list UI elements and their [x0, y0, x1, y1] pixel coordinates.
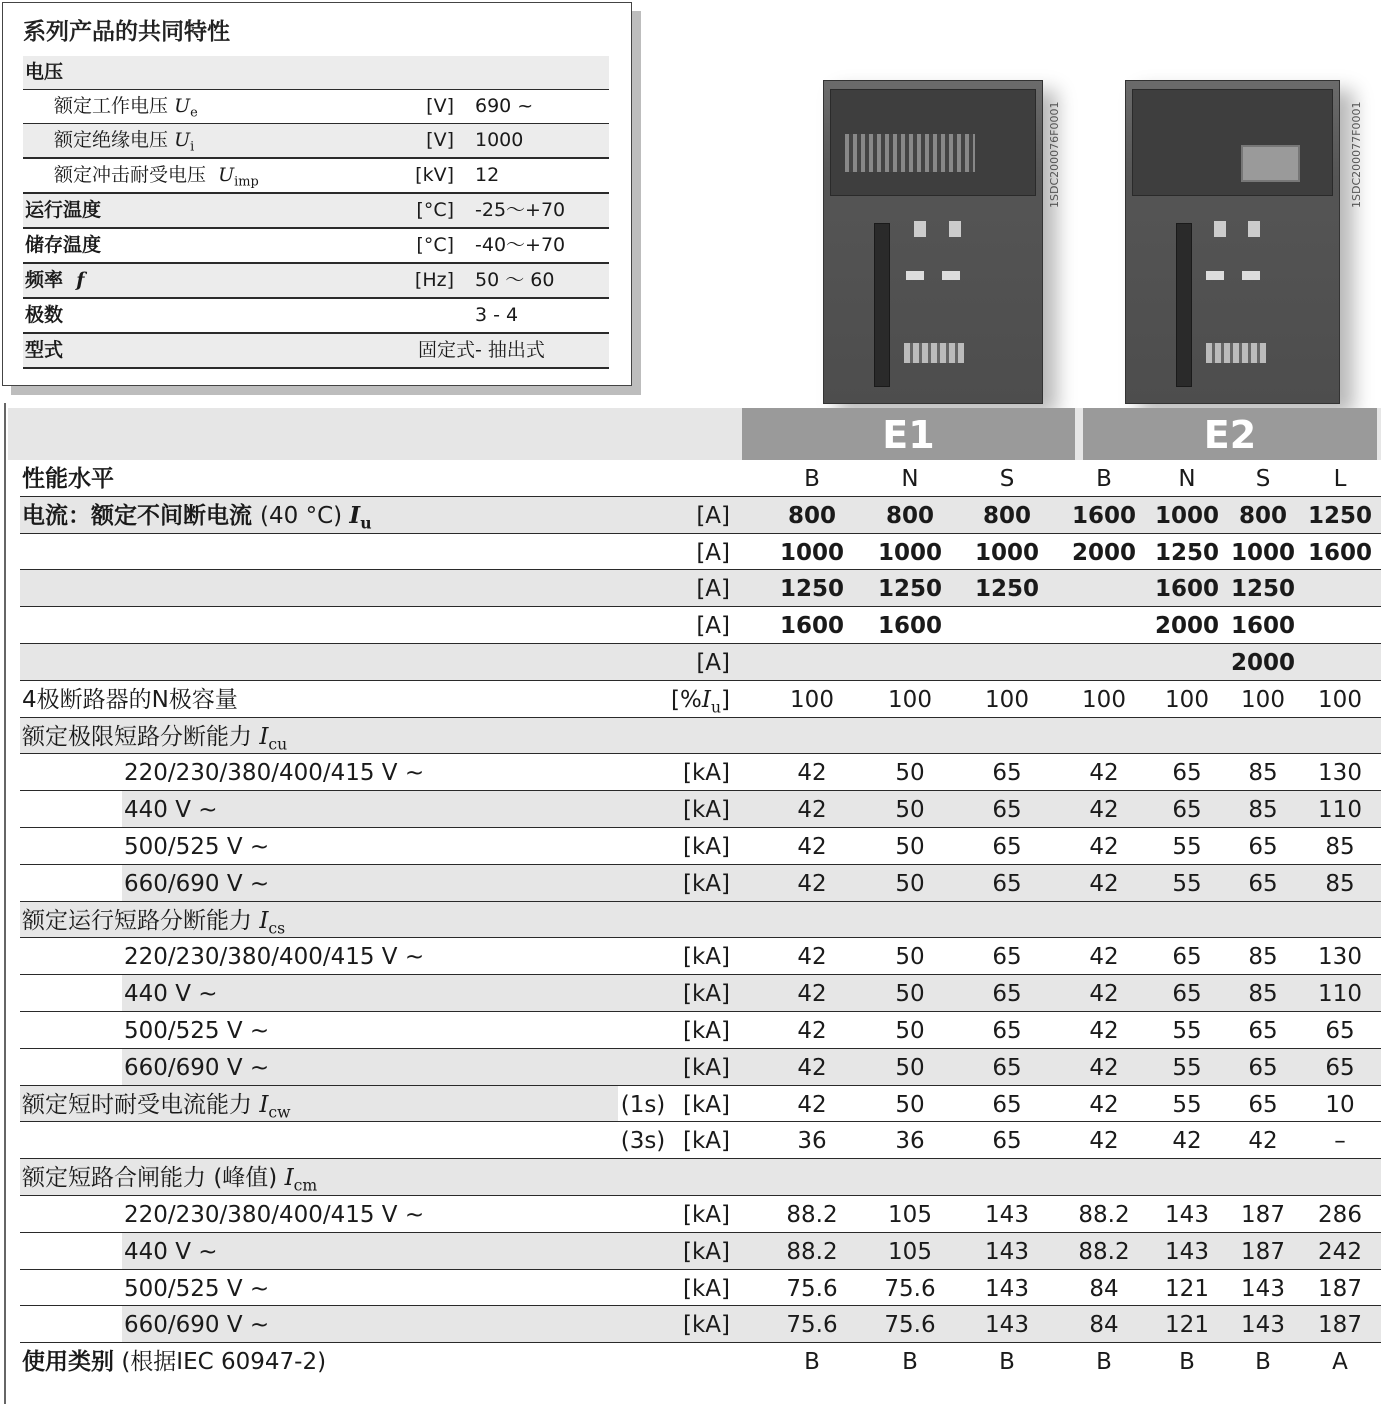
- iu-symbol: $I_u$: [349, 501, 372, 533]
- rated-current-cell: 1600: [1154, 576, 1219, 603]
- rated-operational-voltage-row: [23, 90, 609, 124]
- ics-cell: 50: [895, 1017, 925, 1044]
- icu-cell: 42: [797, 760, 827, 787]
- utilization-cell: A: [1332, 1349, 1348, 1376]
- utilization-cell: B: [1179, 1349, 1195, 1376]
- ics-symbol: $I_{cs}$: [259, 907, 286, 938]
- icm-unit: [kA]: [683, 1201, 730, 1228]
- icu-cell: 110: [1318, 797, 1362, 824]
- icu-symbol: $I_{cu}$: [259, 723, 288, 754]
- ics-cell: 65: [1172, 944, 1202, 971]
- operating-temp-unit: [°C]: [416, 199, 454, 221]
- ics-voltage-label: 500/525 V ~: [124, 1017, 270, 1044]
- neutral-unit-post: ]: [721, 686, 730, 713]
- utilization-cell: B: [1255, 1349, 1271, 1376]
- rated-current-cell: 800: [1238, 502, 1287, 529]
- icw-cell: 10: [1325, 1091, 1355, 1118]
- icm-cell: 105: [888, 1238, 932, 1265]
- rated-current-cell: 2000: [1230, 649, 1295, 676]
- icm-cell: 88.2: [1078, 1238, 1130, 1265]
- ics-cell: 65: [992, 1054, 1022, 1081]
- e2-breaker-image: [1125, 80, 1340, 404]
- icw-label-text: 额定短时耐受电流能力: [22, 1091, 252, 1118]
- rated-current-cell: 1000: [877, 539, 942, 566]
- icm-voltage-label: 220/230/380/400/415 V ~: [124, 1201, 425, 1228]
- icu-cell: 55: [1172, 833, 1202, 860]
- rated-operational-voltage-unit: [V]: [426, 95, 454, 117]
- rated-current-cell: 2000: [1071, 539, 1136, 566]
- icm-cell: 143: [1241, 1312, 1285, 1339]
- icm-cell: 187: [1241, 1201, 1285, 1228]
- icm-cell: 143: [985, 1201, 1029, 1228]
- rated-current-row: [20, 607, 1381, 644]
- icw-symbol: $I_{cw}$: [259, 1091, 291, 1122]
- performance-level-cell: S: [1255, 466, 1271, 492]
- icu-unit: [kA]: [683, 870, 730, 897]
- icw-time: (1s): [620, 1091, 666, 1118]
- icm-voltage-row: [20, 1196, 1381, 1233]
- neutral-capacity-unit: [671, 681, 730, 719]
- rated-current-cell: 1000: [974, 539, 1039, 566]
- utilization-cell: B: [999, 1349, 1015, 1376]
- ics-cell: 42: [797, 1054, 827, 1081]
- operating-temp-row: [23, 194, 609, 229]
- neutral-capacity-cell: 100: [1318, 686, 1362, 713]
- icu-voltage-label: 500/525 V ~: [124, 833, 270, 860]
- frequency-row: [23, 264, 609, 299]
- e1-image-code: 1SDC200076F0001: [1048, 101, 1061, 208]
- ics-cell: 55: [1172, 1054, 1202, 1081]
- ics-cell: 55: [1172, 1017, 1202, 1044]
- version-label: 型式: [25, 339, 64, 361]
- icu-cell: 65: [992, 760, 1022, 787]
- icm-symbol-main: I: [284, 1165, 294, 1192]
- storage-temp-row: [23, 229, 609, 264]
- icm-cell: 187: [1318, 1275, 1362, 1302]
- icm-unit: [kA]: [683, 1238, 730, 1265]
- ics-cell: 42: [797, 944, 827, 971]
- icw-cell: 65: [992, 1091, 1022, 1118]
- ics-header-row: [20, 902, 1381, 939]
- icm-cell: 143: [985, 1312, 1029, 1339]
- icu-cell: 50: [895, 797, 925, 824]
- rated-current-cell: 800: [885, 502, 934, 529]
- utilization-cell: B: [902, 1349, 918, 1376]
- performance-level-cell: S: [999, 466, 1015, 492]
- icu-cell: 65: [992, 833, 1022, 860]
- rated-current-label: [22, 497, 372, 535]
- rated-current-cell: 2000: [1154, 613, 1219, 640]
- utilization-row: [20, 1343, 1381, 1380]
- icu-cell: 85: [1248, 797, 1278, 824]
- ics-cell: 42: [1089, 1054, 1119, 1081]
- icm-cell: 286: [1318, 1201, 1362, 1228]
- ics-cell: 50: [895, 1054, 925, 1081]
- performance-level-cell: L: [1333, 466, 1347, 492]
- icw-cell: 36: [895, 1128, 925, 1155]
- ics-symbol-main: I: [259, 907, 269, 934]
- icu-cell: 42: [797, 797, 827, 824]
- icm-voltage-label: 500/525 V ~: [124, 1275, 270, 1302]
- table-left-rule: [4, 403, 6, 1404]
- current-unit: [A]: [696, 539, 730, 566]
- ics-cell: 65: [992, 1017, 1022, 1044]
- rated-current-cell: 1250: [877, 576, 942, 603]
- current-unit: [A]: [696, 613, 730, 640]
- frequency-unit: [Hz]: [414, 269, 454, 291]
- icu-cell: 85: [1325, 870, 1355, 897]
- icu-label: [22, 718, 287, 756]
- icw-label: [22, 1086, 291, 1124]
- icu-cell: 65: [992, 870, 1022, 897]
- icu-unit: [kA]: [683, 833, 730, 860]
- common-characteristics-box: [2, 2, 632, 386]
- icm-cell: 143: [1165, 1238, 1209, 1265]
- current-unit: [A]: [696, 502, 730, 529]
- icu-cell: 50: [895, 833, 925, 860]
- icu-voltage-row: [20, 828, 1381, 865]
- performance-level-cell: N: [901, 466, 919, 492]
- rated-current-cell: 1600: [1071, 502, 1136, 529]
- performance-level-cell: B: [804, 466, 820, 492]
- icu-cell: 65: [1248, 870, 1278, 897]
- ics-cell: 65: [1248, 1054, 1278, 1081]
- icu-cell: 85: [1248, 760, 1278, 787]
- rated-current-condition: (40 °C): [260, 502, 350, 529]
- rated-current-cell: 1600: [779, 613, 844, 640]
- icm-cell: 84: [1089, 1312, 1119, 1339]
- icw-symbol-main: I: [259, 1091, 269, 1118]
- icu-cell: 65: [1172, 797, 1202, 824]
- uimp-symbol: $U_{imp}$: [218, 164, 259, 190]
- rated-current-cell: 1250: [974, 576, 1039, 603]
- neutral-capacity-label: 4极断路器的N极容量: [22, 686, 238, 713]
- icu-voltage-label: 220/230/380/400/415 V ~: [124, 760, 425, 787]
- rated-current-cell: 1000: [1230, 539, 1295, 566]
- ics-unit: [kA]: [683, 1017, 730, 1044]
- icu-symbol-main: I: [259, 723, 269, 750]
- utilization-cell: B: [804, 1349, 820, 1376]
- ics-voltage-row: [20, 975, 1381, 1012]
- utilization-label-text: 使用类别: [22, 1349, 114, 1376]
- ics-cell: 42: [1089, 1017, 1119, 1044]
- rated-impulse-voltage-value: 12: [475, 164, 500, 186]
- icm-voltage-label: 440 V ~: [124, 1238, 218, 1265]
- ics-cell: 65: [1248, 1017, 1278, 1044]
- icu-cell: 42: [1089, 833, 1119, 860]
- poles-row: [23, 299, 609, 334]
- ics-voltage-label: 220/230/380/400/415 V ~: [124, 944, 425, 971]
- ics-label-text: 额定运行短路分断能力: [22, 907, 252, 934]
- rated-current-cell: 1600: [877, 613, 942, 640]
- iu-symbol-main: I: [349, 501, 361, 529]
- ics-unit: [kA]: [683, 944, 730, 971]
- icw-cell: 42: [1089, 1091, 1119, 1118]
- voltage-section-label: 电压: [25, 61, 64, 83]
- icu-header-row: [20, 718, 1381, 755]
- rated-current-row: [20, 570, 1381, 607]
- performance-table: [20, 460, 1381, 1380]
- icu-cell: 65: [992, 797, 1022, 824]
- common-title: 系列产品的共同特性: [23, 19, 230, 45]
- performance-level-cell: N: [1178, 466, 1196, 492]
- series-e2-header: E2: [1083, 408, 1377, 460]
- icu-cell: 85: [1325, 833, 1355, 860]
- rated-current-row: [20, 534, 1381, 571]
- version-value: 固定式- 抽出式: [418, 339, 545, 361]
- e2-image-code: 1SDC200077F0001: [1350, 101, 1363, 208]
- rated-current-cell: 1250: [1230, 576, 1295, 603]
- utilization-note: (根据IEC 60947-2): [121, 1349, 327, 1376]
- icw-cell: 42: [797, 1091, 827, 1118]
- icm-cell: 143: [1241, 1275, 1285, 1302]
- icm-cell: 187: [1318, 1312, 1362, 1339]
- rated-insulation-voltage-row: [23, 124, 609, 159]
- neutral-capacity-cell: 100: [790, 686, 834, 713]
- neutral-capacity-cell: 100: [985, 686, 1029, 713]
- icw-cell: 42: [1089, 1128, 1119, 1155]
- ics-cell: 65: [992, 944, 1022, 971]
- icm-cell: 187: [1241, 1238, 1285, 1265]
- ics-cell: 65: [1172, 981, 1202, 1008]
- icw-cell: 65: [992, 1128, 1022, 1155]
- neutral-capacity-cell: 100: [1165, 686, 1209, 713]
- icm-unit: [kA]: [683, 1275, 730, 1302]
- ics-cell: 42: [1089, 944, 1119, 971]
- neutral-unit-pre: [%: [671, 686, 702, 713]
- rated-current-cell: 1250: [779, 576, 844, 603]
- ui-symbol: $U_i$: [174, 129, 195, 155]
- ics-cell: 85: [1248, 944, 1278, 971]
- neutral-capacity-row: [20, 681, 1381, 718]
- rated-current-text: 电流：额定不间断电流: [22, 502, 252, 529]
- ics-cell: 65: [1325, 1017, 1355, 1044]
- ics-label: [22, 902, 285, 940]
- neutral-iu-symbol-main: I: [701, 686, 711, 713]
- icu-voltage-row: [20, 791, 1381, 828]
- common-table: [23, 56, 609, 369]
- ics-cell: 85: [1248, 981, 1278, 1008]
- icu-voltage-label: 660/690 V ~: [124, 870, 270, 897]
- ics-cell: 42: [1089, 981, 1119, 1008]
- poles-value: 3 - 4: [475, 304, 519, 326]
- icu-cell: 50: [895, 760, 925, 787]
- current-unit: [A]: [696, 576, 730, 603]
- icm-unit: [kA]: [683, 1312, 730, 1339]
- ics-voltage-label: 440 V ~: [124, 981, 218, 1008]
- utilization-label: [22, 1343, 326, 1381]
- neutral-capacity-cell: 100: [1241, 686, 1285, 713]
- neutral-capacity-cell: 100: [888, 686, 932, 713]
- operating-temp-label: 运行温度: [25, 199, 102, 221]
- icm-cell: 75.6: [786, 1275, 838, 1302]
- ics-cell: 65: [1325, 1054, 1355, 1081]
- current-unit: [A]: [696, 649, 730, 676]
- icu-cell: 42: [1089, 797, 1119, 824]
- ics-voltage-row: [20, 1012, 1381, 1049]
- frequency-value: 50 ～ 60: [475, 269, 555, 291]
- rated-current-cell: 800: [982, 502, 1031, 529]
- icw-cell: 36: [797, 1128, 827, 1155]
- icu-voltage-label: 440 V ~: [124, 797, 218, 824]
- rated-impulse-voltage-row: [23, 159, 609, 194]
- icu-cell: 50: [895, 870, 925, 897]
- icu-cell: 55: [1172, 870, 1202, 897]
- e1-breaker-image: [823, 80, 1043, 404]
- utilization-cell: B: [1096, 1349, 1112, 1376]
- icu-label-text: 额定极限短路分断能力: [22, 723, 252, 750]
- icm-cell: 121: [1165, 1312, 1209, 1339]
- icm-cell: 105: [888, 1201, 932, 1228]
- icm-voltage-row: [20, 1306, 1381, 1343]
- icu-cell: 42: [797, 870, 827, 897]
- icw-row: [20, 1122, 1381, 1159]
- icw-cell: 42: [1248, 1128, 1278, 1155]
- icm-symbol: $I_{cm}$: [284, 1165, 318, 1195]
- icm-label-text: 额定短路合闸能力: [22, 1165, 206, 1192]
- ics-voltage-label: 660/690 V ~: [124, 1054, 270, 1081]
- icu-cell: 42: [1089, 760, 1119, 787]
- rated-current-cell: 1600: [1230, 613, 1295, 640]
- ics-unit: [kA]: [683, 981, 730, 1008]
- icm-label: [22, 1159, 317, 1197]
- operating-temp-value: -25～+70: [475, 199, 566, 221]
- icm-cell: 242: [1318, 1238, 1362, 1265]
- rated-insulation-voltage-unit: [V]: [426, 129, 454, 151]
- icw-unit: [kA]: [683, 1091, 730, 1118]
- performance-level-cell: B: [1096, 466, 1112, 492]
- icm-voltage-row: [20, 1270, 1381, 1307]
- icm-cell: 75.6: [884, 1312, 936, 1339]
- ics-unit: [kA]: [683, 1054, 730, 1081]
- version-row: [23, 334, 609, 369]
- icm-cell: 88.2: [786, 1201, 838, 1228]
- performance-level-row: [20, 460, 1381, 497]
- frequency-label: 频率: [25, 269, 64, 291]
- icw-cell: 50: [895, 1091, 925, 1118]
- performance-level-label: 性能水平: [22, 466, 114, 492]
- ics-voltage-row: [20, 1049, 1381, 1086]
- icm-cell: 143: [985, 1238, 1029, 1265]
- rated-current-cell: 1250: [1307, 502, 1372, 529]
- icw-unit: [kA]: [683, 1128, 730, 1155]
- icm-cell: 121: [1165, 1275, 1209, 1302]
- icm-voltage-label: 660/690 V ~: [124, 1312, 270, 1339]
- ics-cell: 50: [895, 944, 925, 971]
- icu-unit: [kA]: [683, 797, 730, 824]
- icu-cell: 65: [1172, 760, 1202, 787]
- icm-cell: 75.6: [786, 1312, 838, 1339]
- rated-current-cell: 1250: [1154, 539, 1219, 566]
- rated-impulse-voltage-unit: [kV]: [415, 164, 454, 186]
- ics-cell: 42: [797, 1017, 827, 1044]
- f-symbol: f: [76, 269, 85, 291]
- rated-current-cell: 1000: [1154, 502, 1219, 529]
- ics-cell: 65: [992, 981, 1022, 1008]
- icu-cell: 130: [1318, 760, 1362, 787]
- icu-cell: 42: [797, 833, 827, 860]
- icm-cell: 84: [1089, 1275, 1119, 1302]
- icm-cell: 88.2: [1078, 1201, 1130, 1228]
- neutral-iu-symbol: $I_u$: [701, 686, 722, 717]
- icm-cell: 75.6: [884, 1275, 936, 1302]
- rated-operational-voltage-label: 额定工作电压: [54, 95, 169, 117]
- icw-cell: 55: [1172, 1091, 1202, 1118]
- icu-cell: 65: [1248, 833, 1278, 860]
- rated-current-cell: 800: [787, 502, 836, 529]
- icm-cell: 143: [1165, 1201, 1209, 1228]
- icw-cell: 42: [1172, 1128, 1202, 1155]
- voltage-section-row: [23, 56, 609, 90]
- ue-symbol: $U_e$: [174, 95, 198, 121]
- icm-voltage-row: [20, 1233, 1381, 1270]
- rated-insulation-voltage-value: 1000: [475, 129, 524, 151]
- rated-operational-voltage-value: 690 ~: [475, 95, 534, 117]
- icu-voltage-row: [20, 754, 1381, 791]
- rated-insulation-voltage-label: 额定绝缘电压: [54, 129, 169, 151]
- icm-cell: 143: [985, 1275, 1029, 1302]
- storage-temp-label: 储存温度: [25, 234, 102, 256]
- series-e1-header: E1: [742, 408, 1075, 460]
- rated-current-row: [20, 644, 1381, 681]
- ics-cell: 130: [1318, 944, 1362, 971]
- rated-impulse-voltage-label: 额定冲击耐受电压: [54, 164, 207, 186]
- icm-cell: 88.2: [786, 1238, 838, 1265]
- icw-cell: 65: [1248, 1091, 1278, 1118]
- icw-cell: –: [1334, 1128, 1346, 1155]
- icu-cell: 42: [1089, 870, 1119, 897]
- rated-current-cell: 1000: [779, 539, 844, 566]
- icu-voltage-row: [20, 865, 1381, 902]
- rated-current-cell: 1600: [1307, 539, 1372, 566]
- ics-cell: 42: [797, 981, 827, 1008]
- poles-label: 极数: [25, 304, 64, 326]
- rated-current-row: [20, 497, 1381, 534]
- ics-cell: 50: [895, 981, 925, 1008]
- icw-time: (3s): [620, 1128, 666, 1155]
- storage-temp-unit: [°C]: [416, 234, 454, 256]
- ics-cell: 110: [1318, 981, 1362, 1008]
- icm-header-row: [20, 1159, 1381, 1196]
- icu-unit: [kA]: [683, 760, 730, 787]
- ics-voltage-row: [20, 938, 1381, 975]
- icw-row: [20, 1086, 1381, 1123]
- neutral-capacity-cell: 100: [1082, 686, 1126, 713]
- storage-temp-value: -40～+70: [475, 234, 566, 256]
- icm-label-paren: (峰值): [213, 1165, 278, 1192]
